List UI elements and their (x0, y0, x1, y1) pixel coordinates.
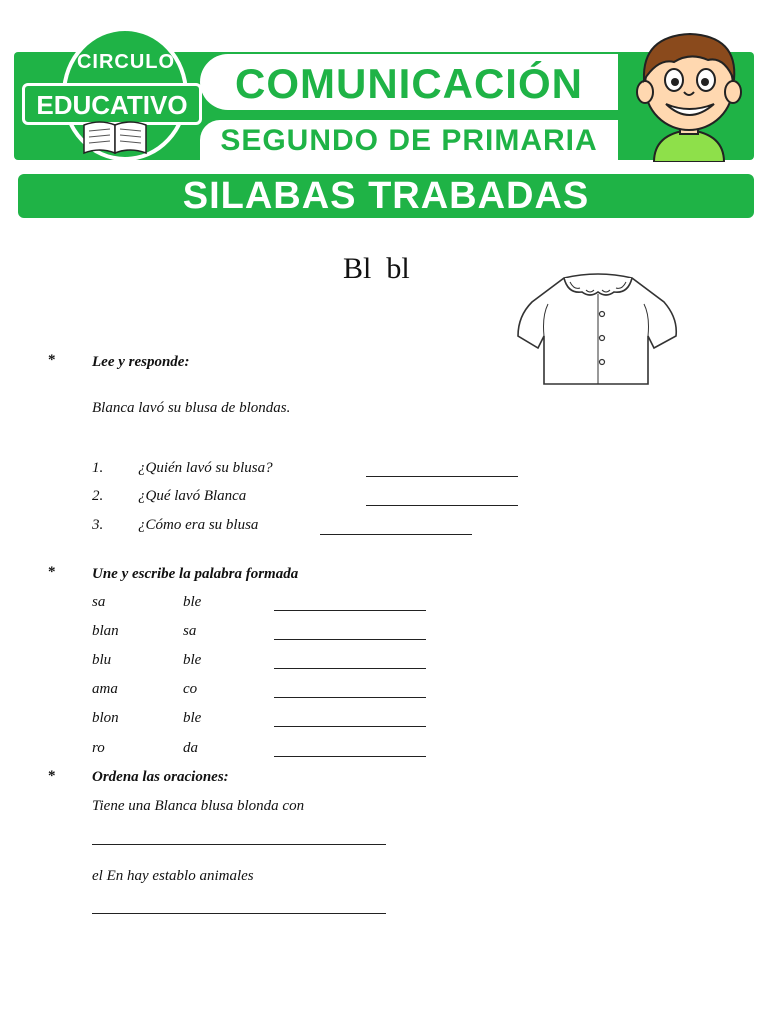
answer-line[interactable] (320, 534, 472, 535)
section1-heading: Lee y responde: (92, 354, 190, 370)
question-text: ¿Qué lavó Blanca (138, 488, 247, 504)
syllable-b: co (183, 681, 198, 697)
header-title: COMUNICACIÓN (235, 60, 583, 107)
section3-heading: Ordena las oraciones: (92, 769, 229, 785)
answer-line[interactable] (366, 505, 518, 506)
bullet-2: * (48, 564, 56, 580)
logo-top-text: CIRCULO (76, 51, 176, 73)
bullet-1: * (48, 352, 56, 368)
scrambled-sentence: el En hay establo animales (92, 868, 254, 884)
answer-line[interactable] (92, 913, 386, 914)
question-number: 1. (92, 460, 104, 476)
syllable-a: ama (92, 681, 118, 697)
logo-bottom-text: EDUCATIVO (22, 83, 202, 125)
syllable-b: ble (183, 594, 202, 610)
answer-line[interactable] (274, 726, 426, 727)
question-text: ¿Quién lavó su blusa? (138, 460, 273, 476)
question-number: 2. (92, 488, 104, 504)
question-text: ¿Cómo era su blusa (138, 517, 259, 533)
scrambled-sentence: Tiene una Blanca blusa blonda con (92, 798, 305, 814)
answer-line[interactable] (274, 610, 426, 611)
bullet-3: * (48, 768, 56, 784)
reading-sentence: Blanca lavó su blusa de blondas. (92, 400, 291, 416)
banner-title: SILABAS TRABADAS (182, 175, 590, 217)
answer-line[interactable] (366, 476, 518, 477)
syllable-a: blan (92, 623, 119, 639)
answer-line[interactable] (274, 697, 426, 698)
syllable-a: blon (92, 710, 119, 726)
syllable-a: sa (92, 594, 106, 610)
boy-cartoon-icon (624, 22, 754, 162)
answer-line[interactable] (92, 844, 386, 845)
syllable-b: da (183, 740, 198, 756)
syllable-title: Bl bl (343, 252, 410, 285)
section2-heading: Une y escribe la palabra formada (92, 566, 299, 582)
answer-line[interactable] (274, 756, 426, 757)
syllable-a: ro (92, 740, 105, 756)
open-book-icon (80, 117, 150, 157)
answer-line[interactable] (274, 639, 426, 640)
syllable-a: blu (92, 652, 112, 668)
topic-banner (18, 174, 754, 218)
circulo-educativo-logo (22, 27, 202, 167)
question-number: 3. (92, 517, 104, 533)
syllable-b: ble (183, 710, 202, 726)
syllable-b: sa (183, 623, 197, 639)
blouse-illustration (514, 266, 682, 390)
syllable-b: ble (183, 652, 202, 668)
header-subtitle: SEGUNDO DE PRIMARIA (220, 124, 598, 157)
answer-line[interactable] (274, 668, 426, 669)
